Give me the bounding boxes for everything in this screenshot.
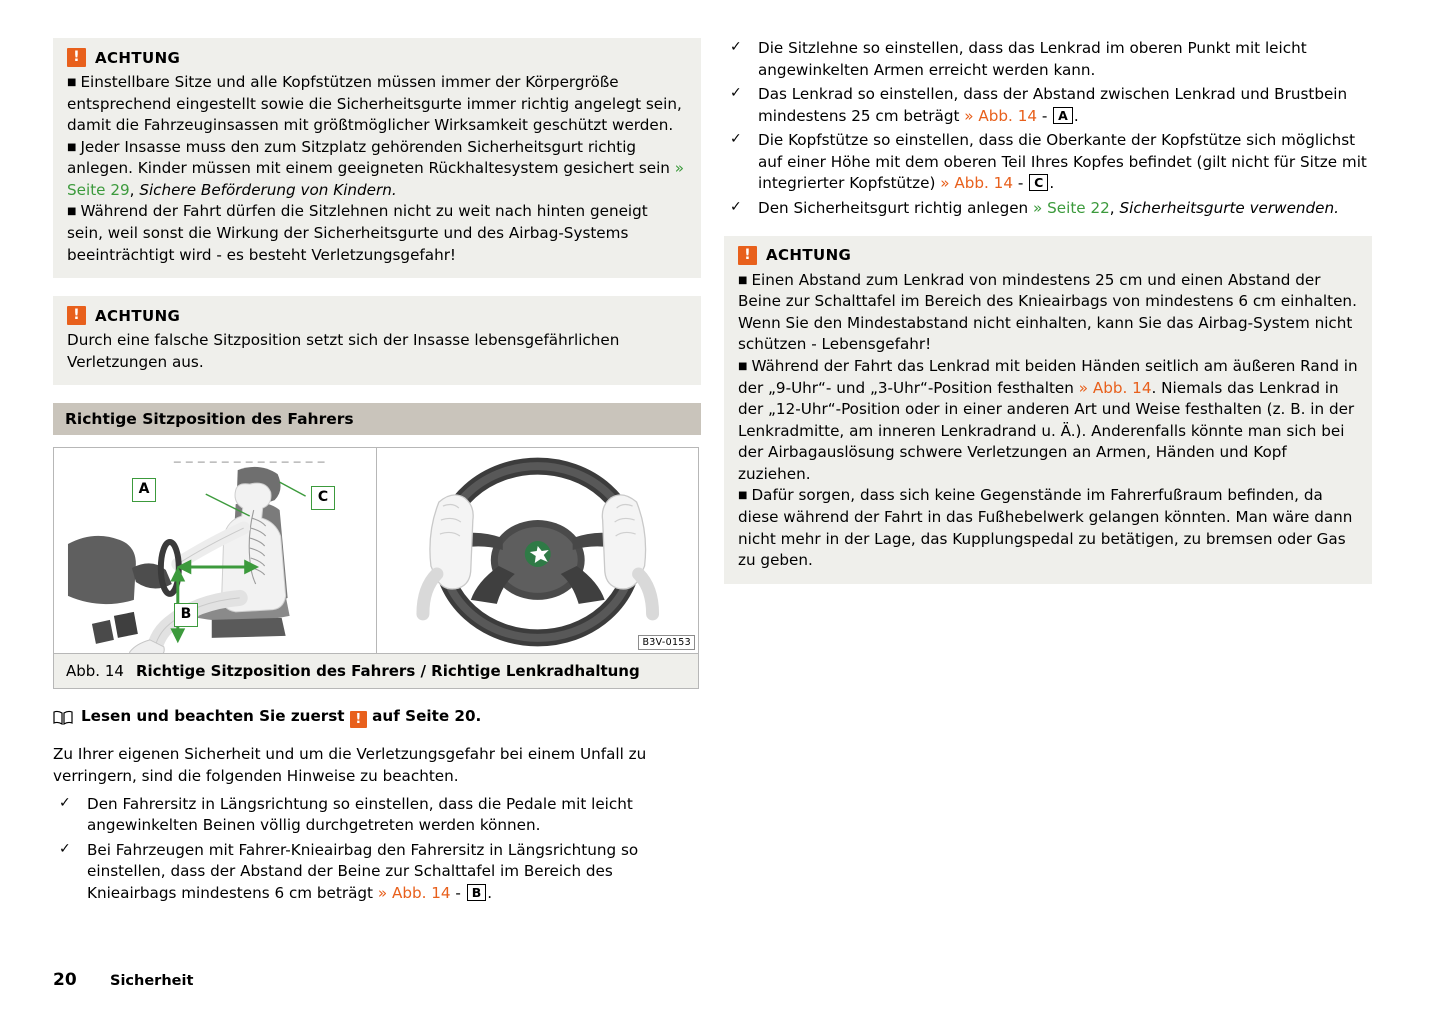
list-item-text: Den Fahrersitz in Längsrichtung so einstellen, dass die Pedale mit leicht angewinkelten Beinen völlig durchgetreten werden können. [87, 794, 633, 835]
booklet-icon-svg [53, 710, 73, 725]
page-reference-link[interactable]: » Seite 22 [1033, 199, 1110, 218]
intro-paragraph: Zu Ihrer eigenen Sicherheit und um die Verletzungsgefahr bei einem Unfall zu verringern, sind die folgenden Hinweise zu beachten. [53, 745, 647, 785]
list-item-text: Die Sitzlehne so einstellen, dass das Lenkrad im oberen Punkt mit leicht angewinkelten Armen erreicht werden kann. [758, 39, 1307, 79]
square-bullet-icon: ■ [67, 77, 77, 88]
list-item-text: Das Lenkrad so einstellen, dass der Abstand zwischen Lenkrad und Brustbein mindestens 25 cm beträgt » Abb. 14 - A . [758, 85, 1348, 125]
warning-icon: ! [67, 48, 86, 67]
warning-item: ■ Dafür sorgen, dass sich keine Gegenstände im Fahrerfußraum befinden, da diese während der Fahrt in das Fußhebelwerk gelangen könnten. Man wäre dann nicht mehr in der Lage, das Kupplungspedal zu betätigen, zu bremsen oder Gas zu geben. [738, 486, 1353, 570]
list-item [724, 130, 1372, 195]
warning-header [738, 246, 1358, 265]
figure-reference-link[interactable]: » Abb. 14 [377, 883, 451, 902]
warning-body [738, 270, 1358, 572]
check-icon: ✓ [730, 199, 742, 216]
figure-reference-link[interactable]: » Abb. 14 [964, 106, 1038, 125]
square-bullet-icon: ■ [738, 490, 748, 502]
inline-callout-box: C [1029, 174, 1048, 191]
warning-item: ■ Während der Fahrt dürfen die Sitzlehnen nicht zu weit nach hinten geneigt sein, weil sonst die Wirkung der Sicherheitsgurte und des Airbag-Systems beeinträchtigt wird - es besteht Verletzungsgefahr! [67, 202, 648, 264]
warning-title: ACHTUNG [766, 246, 852, 265]
warning-item: ■ Einstellbare Sitze und alle Kopfstützen müssen immer der Körpergröße entsprechend eingestellt sowie die Sicherheitsgurte immer richtig angelegt sein, damit die Fahrzeuginsassen mit größtmöglicher Wirksamkeit geschützt werden. [67, 73, 682, 135]
list-item [724, 198, 1372, 220]
left-column [53, 38, 701, 907]
warning-box-1 [53, 38, 701, 278]
callout-box-c: C [311, 486, 335, 510]
warning-header [67, 306, 687, 325]
seating-position-drawing [54, 448, 376, 653]
inline-callout-box: A [1053, 107, 1073, 124]
figure-caption [54, 653, 698, 688]
illustration-steering-wheel [377, 448, 699, 653]
warning-icon: ! [350, 711, 367, 728]
figure-reference-link[interactable]: » Abb. 14 [1078, 378, 1152, 397]
warning-item: ■ Einen Abstand zum Lenkrad von mindestens 25 cm und einen Abstand der Beine zur Schalttafel im Bereich des Knieairbags von mindestens 6 cm einhalten. Wenn Sie den Mindestabstand nicht einhalten, kann Sie das Airbag-System nicht schützen - Lebensgefahr! [738, 270, 1357, 354]
left-checklist [53, 794, 701, 905]
reference-title: Sicherheitsgurte verwenden. [1119, 199, 1339, 218]
check-icon: ✓ [59, 840, 71, 857]
warning-body [67, 330, 687, 373]
figure-14 [53, 447, 699, 689]
square-bullet-icon: ■ [67, 141, 77, 153]
list-item [724, 84, 1372, 127]
page-number: 20 [53, 970, 77, 990]
figure-caption-text: Richtige Sitzposition des Fahrers / Richtige Lenkradhaltung [135, 662, 640, 681]
right-column [724, 38, 1372, 602]
page-reference-link[interactable]: » Seite 29 [67, 159, 685, 199]
callout-box-a: A [132, 478, 156, 502]
warning-title: ACHTUNG [95, 48, 181, 67]
reference-title: Sichere Beförderung von Kindern. [139, 180, 397, 199]
list-item-text: Bei Fahrzeugen mit Fahrer-Knieairbag den Fahrersitz in Längsrichtung so einstellen, dass der Abstand der Beine zur Schalttafel im Bereich des Knieairbags mindestens 6 cm beträgt » Abb. 14 - B . [87, 840, 639, 902]
warning-icon: ! [67, 306, 86, 325]
warning-item: ■ Während der Fahrt das Lenkrad mit beiden Händen seitlich am äußeren Rand in der „9-Uhr“- und „3-Uhr“-Position festhalten » Abb. 14. Niemals das Lenkrad in der „12-Uhr“-Position oder in einer anderen Art und Weise festhalten (z. B. in der Lenkradmitte, am inneren Lenkradrand u. Ä.). Anderenfalls könnte man sich bei der Airbagauslösung schwere Verletzungen an Armen, Händen und Kopf zuziehen. [738, 356, 1358, 483]
warning-header [67, 48, 687, 67]
square-bullet-icon: ■ [738, 360, 748, 372]
check-icon: ✓ [730, 85, 742, 102]
warning-box-3 [724, 236, 1372, 584]
warning-item: ■ Jeder Insasse muss den zum Sitzplatz gehörenden Sicherheitsgurt richtig anlegen. Kinder müssen mit einem geeigneten Rückhaltesystem gesichert sein » Seite 29, Sichere Beförderung von Kindern. [67, 137, 685, 199]
figure-images [54, 448, 698, 653]
check-icon: ✓ [59, 794, 71, 811]
check-icon: ✓ [730, 39, 742, 55]
figure-number: Abb. 14 [66, 662, 124, 681]
warning-body [67, 72, 687, 266]
image-code: B3V-0153 [638, 635, 695, 650]
illustration-seating-position [54, 448, 377, 653]
read-first-note [53, 707, 701, 728]
warning-icon: ! [738, 246, 757, 265]
list-item [724, 38, 1372, 81]
callout-box-b: B [174, 603, 198, 627]
inline-callout-box: B [467, 884, 487, 901]
section-heading: Richtige Sitzposition des Fahrers [53, 403, 701, 435]
warning-title: ACHTUNG [95, 306, 181, 325]
read-note-text: Lesen und beachten Sie zuerst ! auf Seite 20. [81, 707, 482, 728]
right-checklist [724, 38, 1372, 220]
list-item [53, 794, 701, 837]
check-icon: ✓ [730, 131, 742, 148]
square-bullet-icon: ■ [738, 274, 748, 286]
chapter-name: Sicherheit [110, 973, 194, 989]
booklet-icon [53, 710, 73, 725]
page-footer [53, 970, 193, 990]
list-item [53, 840, 701, 905]
steering-wheel-drawing [377, 448, 699, 653]
list-item-text: Den Sicherheitsgurt richtig anlegen » Seite 22, Sicherheitsgurte verwenden. [758, 199, 1339, 218]
square-bullet-icon: ■ [67, 206, 77, 218]
warning-text: Durch eine falsche Sitzposition setzt sich der Insasse lebensgefährlichen Verletzungen aus. [67, 331, 620, 371]
warning-box-2 [53, 296, 701, 385]
list-item-text: Die Kopfstütze so einstellen, dass die Oberkante der Kopfstütze sich möglichst auf einer Höhe mit dem oberen Teil Ihres Kopfes befindet (gilt nicht für Sitze mit integrierter Kopfstütze) » Abb. 14 - C . [758, 131, 1367, 193]
figure-reference-link[interactable]: » Abb. 14 [940, 174, 1013, 193]
